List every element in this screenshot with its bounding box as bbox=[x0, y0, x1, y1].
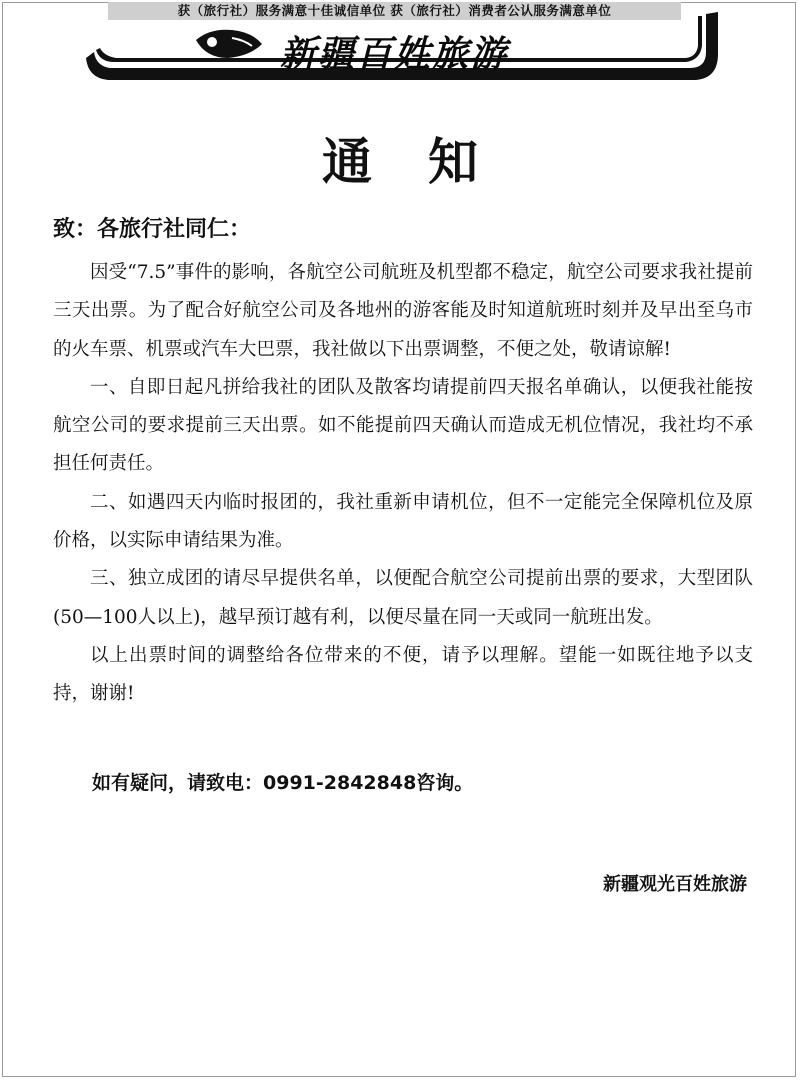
paragraph-item-1: 一、自即日起凡拼给我社的团队及散客均请提前四天报名单确认，以便我社能按航空公司的要求提前三天出票。如不能提前四天确认而造成无机位情况，我社均不承担任何责任。 bbox=[53, 376, 753, 475]
contact-line: 如有疑问，请致电：0991-2842848咨询。 bbox=[92, 772, 474, 794]
notice-title: 通知 bbox=[322, 133, 534, 191]
salutation: 致：各旅行社同仁： bbox=[53, 217, 252, 242]
paragraph-closing: 以上出票时间的调整给各位带来的不便，请予以理解。望能一如既往地予以支持，谢谢! bbox=[53, 644, 753, 705]
brand-logo: 新疆百姓旅游 bbox=[280, 33, 509, 75]
signature: 新疆观光百姓旅游 bbox=[603, 874, 747, 895]
notice-body bbox=[53, 254, 753, 714]
paragraph-intro: 因受“7.5”事件的影响，各航空公司航班及机型都不稳定，航空公司要求我社提前三天出票。为了配合好航空公司及各地州的游客能及时知道航班时刻并及早出至乌市的火车票、机票或汽车大巴票，我社做以下出票调整，不便之处，敬请谅解! bbox=[53, 262, 753, 360]
award-header: 获（旅行社）服务满意十佳诚信单位 获（旅行社）消费者公认服务满意单位 bbox=[108, 2, 681, 20]
paragraph-item-2: 二、如遇四天内临时报团的，我社重新申请机位，但不一定能完全保障机位及原价格，以实际申请结果为准。 bbox=[53, 491, 753, 552]
paragraph-item-3: 三、独立成团的请尽早提供名单，以便配合航空公司提前出票的要求，大型团队(50—100人以上)，越早预订越有利，以便尽量在同一天或同一航班出发。 bbox=[53, 568, 753, 628]
